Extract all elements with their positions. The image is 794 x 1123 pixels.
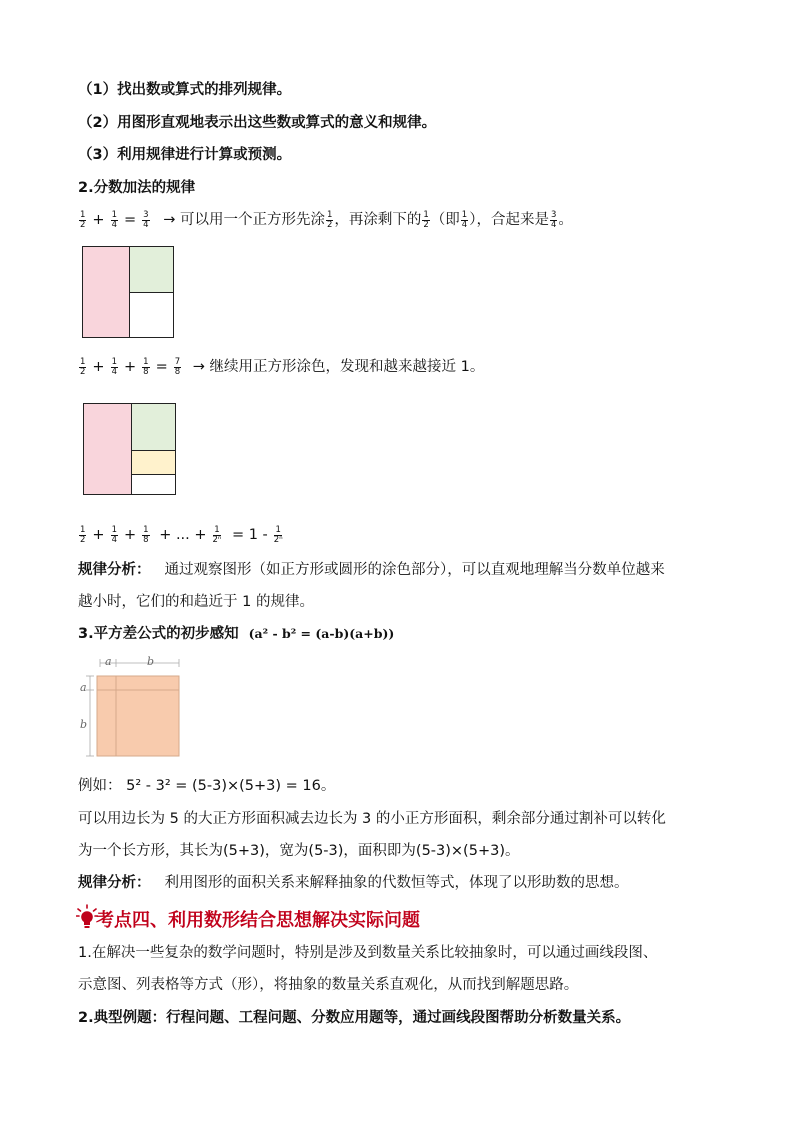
- analysis-2-line1: 规律分析： 通过观察图形（如正方形或圆形的涂色部分），可以直观地理解当分数单位越来: [78, 562, 665, 578]
- step-1: （1）找出数或算式的排列规律。: [78, 82, 292, 98]
- equation-1: $\frac{1}{2}$ + $\frac{1}{4}$ = $\frac{3}{4}$ → 可以用一个正方形先涂 $\frac{1}{2}$ ，再涂剩下的 $\frac{1}{2}$ （即 $\frac{1}{4}$ ），合起来是 $\frac{3}{4}$ 。: [80, 209, 573, 230]
- fraction: $\frac{3}{4}$: [143, 209, 149, 230]
- step-2: （2）用图形直观地表示出这些数或算式的意义和规律。: [78, 115, 437, 131]
- step-3: （3）利用规律进行计算或预测。: [78, 147, 292, 163]
- label-a-left: a: [80, 681, 87, 694]
- difference-of-squares-figure: [78, 655, 186, 759]
- analysis-2-line2: 越小时，它们的和趋近于 1 的规律。: [78, 594, 314, 610]
- unshaded-region: [129, 292, 174, 338]
- eighth-shaded-region: [131, 450, 176, 475]
- equation-2: $\frac{1}{2}$ + $\frac{1}{4}$ + $\frac{1}{8}$ = $\frac{7}{8}$ → 继续用正方形涂色，发现和越来越接近 1。: [80, 356, 485, 377]
- section4-p1-line1: 1.在解决一些复杂的数学问题时，特别是涉及到数量关系比较抽象时，可以通过画线段图、: [78, 945, 658, 961]
- fraction: $\frac{1}{2}$: [80, 209, 86, 230]
- label-b-left: b: [80, 718, 88, 731]
- half-shaded-region: [83, 403, 132, 495]
- label-b-top: b: [147, 655, 155, 668]
- quarter-shaded-region: [129, 246, 174, 293]
- unshaded-region: [131, 474, 176, 495]
- section4-p1-line2: 示意图、列表格等方式（形），将抽象的数量关系直观化，从而找到解题思路。: [78, 977, 579, 993]
- fraction: $\frac{1}{4}$: [111, 209, 117, 230]
- section4-heading: 考点四、利用数形结合思想解决实际问题: [96, 910, 420, 931]
- equation-3: $\frac{1}{2}$ + $\frac{1}{4}$ + $\frac{1}{8}$ + ... + $\frac{1}{\text{2ⁿ}}$ = 1 - $\frac{1}{\text{2ⁿ}}$: [80, 524, 283, 545]
- analysis-3: 规律分析： 利用图形的面积关系来解释抽象的代数恒等式，体现了以形助数的思想。: [78, 875, 629, 891]
- half-shaded-region: [82, 246, 130, 338]
- label-a-top: a: [105, 655, 112, 668]
- section3-para1: 可以用边长为 5 的大正方形面积减去边长为 3 的小正方形面积，剩余部分通过割补可以转化: [78, 811, 666, 827]
- lightbulb-icon: [76, 904, 98, 930]
- quarter-shaded-region: [131, 403, 176, 451]
- section4-p2: 2.典型例题：行程问题、工程问题、分数应用题等，通过画线段图帮助分析数量关系。: [78, 1010, 631, 1026]
- example-line: 例如： 5² - 3² = (5-3)×(5+3) = 16。: [78, 778, 336, 794]
- section2-title: 2.分数加法的规律: [78, 180, 196, 196]
- section3-title: 3.平方差公式的初步感知 (a² - b² = (a-b)(a+b)): [78, 626, 395, 642]
- section3-para2: 为一个长方形，其长为(5+3)，宽为(5-3)，面积即为(5-3)×(5+3)。: [78, 843, 520, 859]
